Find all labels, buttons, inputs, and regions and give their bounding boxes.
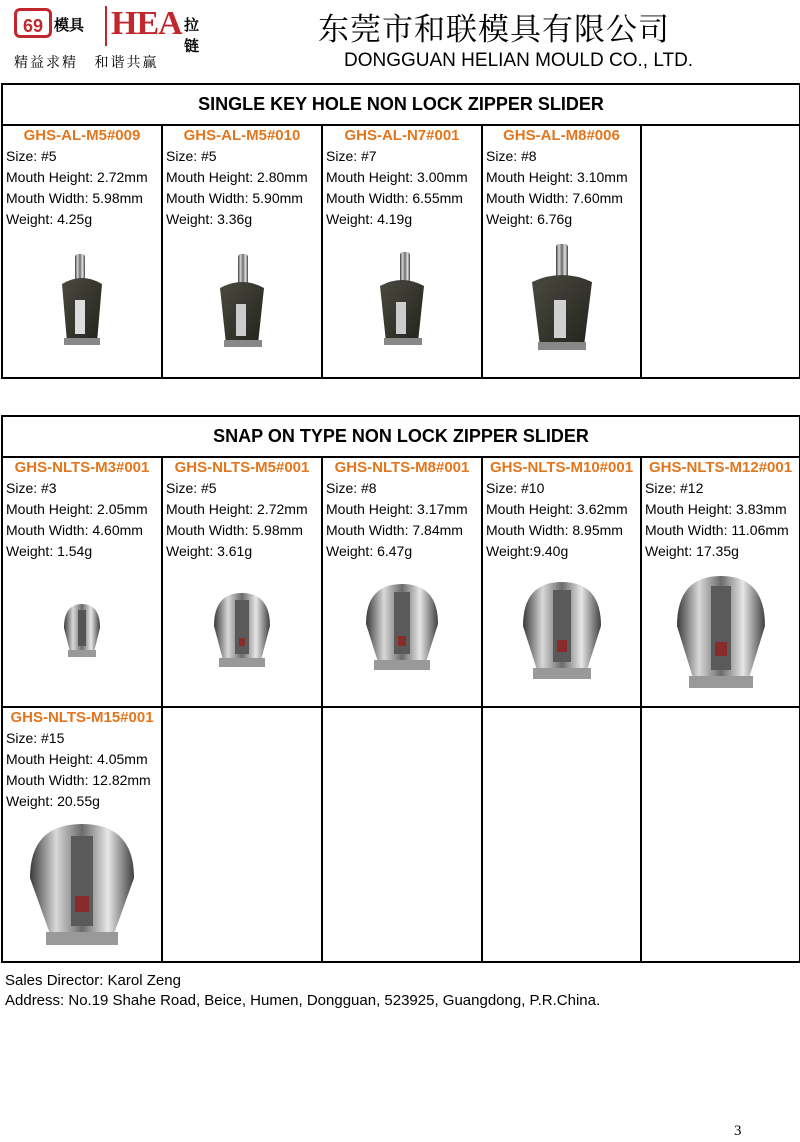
product-size: Size: #5 [6, 148, 57, 164]
product-mouth-width: Mouth Width: 8.95mm [486, 522, 623, 538]
product-image [642, 572, 799, 696]
company-logo [14, 6, 204, 70]
zipper-slider-icon [214, 254, 270, 354]
product-weight: Weight: 20.55g [6, 793, 100, 809]
product-weight: Weight: 4.25g [6, 211, 93, 227]
product-code: GHS-AL-M8#006 [503, 127, 620, 144]
product-mouth-width: Mouth Width: 7.84mm [326, 522, 463, 538]
logo-mark: 69 [14, 8, 52, 38]
product-weight: Weight: 3.61g [166, 543, 253, 559]
logo-text-mould: 模具 [54, 16, 85, 34]
sales-director: Sales Director: Karol Zeng [5, 972, 181, 989]
product-mouth-width: Mouth Width: 6.55mm [326, 190, 463, 206]
product-size: Size: #12 [645, 480, 704, 496]
product-image [3, 820, 161, 954]
product-mouth-height: Mouth Height: 3.00mm [326, 169, 468, 185]
product-image [163, 590, 321, 672]
product-card [2, 707, 162, 962]
page-footer [5, 971, 600, 1011]
product-image [483, 244, 640, 356]
zipper-slider-icon [517, 578, 607, 686]
product-code: GHS-NLTS-M12#001 [648, 459, 793, 476]
zipper-slider-icon [360, 580, 444, 676]
product-size: Size: #10 [486, 480, 545, 496]
product-card [482, 125, 641, 378]
product-mouth-height: Mouth Height: 3.17mm [326, 501, 468, 517]
product-mouth-height: Mouth Height: 2.05mm [6, 501, 148, 517]
product-mouth-width: Mouth Width: 12.82mm [6, 772, 151, 788]
product-card [2, 457, 162, 707]
section-title: SINGLE KEY HOLE NON LOCK ZIPPER SLIDER [2, 84, 800, 125]
product-mouth-height: Mouth Height: 4.05mm [6, 751, 148, 767]
product-code: GHS-AL-N7#001 [344, 127, 460, 144]
zipper-slider-icon [209, 590, 275, 672]
logo-slogan: 精益求精 和谐共赢 [14, 55, 159, 71]
page-header [0, 0, 800, 80]
product-mouth-width: Mouth Width: 5.90mm [166, 190, 303, 206]
company-address: Address: No.19 Shahe Road, Beice, Humen, Dongguan, 523925, Guangdong, P.R.China. [5, 992, 601, 1009]
product-mouth-height: Mouth Height: 2.80mm [166, 169, 308, 185]
product-card [641, 457, 800, 707]
page-number: 3 [734, 1123, 742, 1139]
product-size: Size: #8 [486, 148, 537, 164]
product-weight: Weight:9.40g [486, 543, 569, 559]
product-card [322, 125, 482, 378]
product-card [162, 457, 322, 707]
logo-divider [105, 6, 107, 46]
product-size: Size: #5 [166, 480, 217, 496]
product-mouth-width: Mouth Width: 5.98mm [6, 190, 143, 206]
zipper-slider-icon [60, 602, 104, 660]
zipper-slider-icon [671, 572, 771, 696]
empty-cell [322, 707, 482, 962]
product-code: GHS-NLTS-M5#001 [174, 459, 310, 476]
product-code: GHS-AL-M5#010 [183, 127, 301, 144]
product-card [162, 125, 322, 378]
empty-cell [162, 707, 322, 962]
section-single-key-hole [1, 83, 800, 379]
product-card [322, 457, 482, 707]
product-card [482, 457, 641, 707]
product-mouth-width: Mouth Width: 4.60mm [6, 522, 143, 538]
product-code: GHS-NLTS-M10#001 [489, 459, 634, 476]
product-mouth-height: Mouth Height: 2.72mm [6, 169, 148, 185]
zipper-slider-icon [374, 252, 430, 352]
product-image [3, 602, 161, 660]
section-title: SNAP ON TYPE NON LOCK ZIPPER SLIDER [2, 416, 800, 457]
product-size: Size: #7 [326, 148, 377, 164]
product-image [323, 252, 481, 352]
product-mouth-width: Mouth Width: 5.98mm [166, 522, 303, 538]
zipper-slider-icon [524, 244, 600, 356]
product-weight: Weight: 6.76g [486, 211, 573, 227]
product-weight: Weight: 17.35g [645, 543, 739, 559]
product-mouth-height: Mouth Height: 3.10mm [486, 169, 628, 185]
logo-text-zipper: 拉链 [184, 16, 200, 55]
empty-cell [641, 707, 800, 962]
logo-brand: HEA [111, 5, 182, 42]
product-weight: Weight: 6.47g [326, 543, 413, 559]
product-mouth-height: Mouth Height: 2.72mm [166, 501, 308, 517]
section-snap-on-type [1, 415, 800, 963]
zipper-slider-icon [57, 254, 107, 350]
product-mouth-height: Mouth Height: 3.62mm [486, 501, 628, 517]
zipper-slider-icon [24, 820, 140, 954]
product-size: Size: #5 [166, 148, 217, 164]
product-image [163, 254, 321, 354]
product-image [323, 580, 481, 676]
company-name-cn: 东莞市和联模具有限公司 [318, 12, 670, 48]
product-size: Size: #15 [6, 730, 65, 746]
product-code: GHS-AL-M5#009 [23, 127, 141, 144]
product-code: GHS-NLTS-M15#001 [10, 709, 154, 726]
product-code: GHS-NLTS-M3#001 [14, 459, 150, 476]
empty-cell [482, 707, 641, 962]
product-image [483, 578, 640, 686]
product-weight: Weight: 4.19g [326, 211, 413, 227]
product-mouth-height: Mouth Height: 3.83mm [645, 501, 787, 517]
product-mouth-width: Mouth Width: 7.60mm [486, 190, 623, 206]
product-weight: Weight: 3.36g [166, 211, 253, 227]
product-size: Size: #8 [326, 480, 377, 496]
empty-cell [641, 125, 800, 378]
product-mouth-width: Mouth Width: 11.06mm [645, 522, 789, 538]
product-image [3, 254, 161, 350]
product-weight: Weight: 1.54g [6, 543, 93, 559]
product-size: Size: #3 [6, 480, 57, 496]
company-name-en: DONGGUAN HELIAN MOULD CO., LTD. [344, 50, 694, 71]
product-card [2, 125, 162, 378]
product-code: GHS-NLTS-M8#001 [334, 459, 470, 476]
